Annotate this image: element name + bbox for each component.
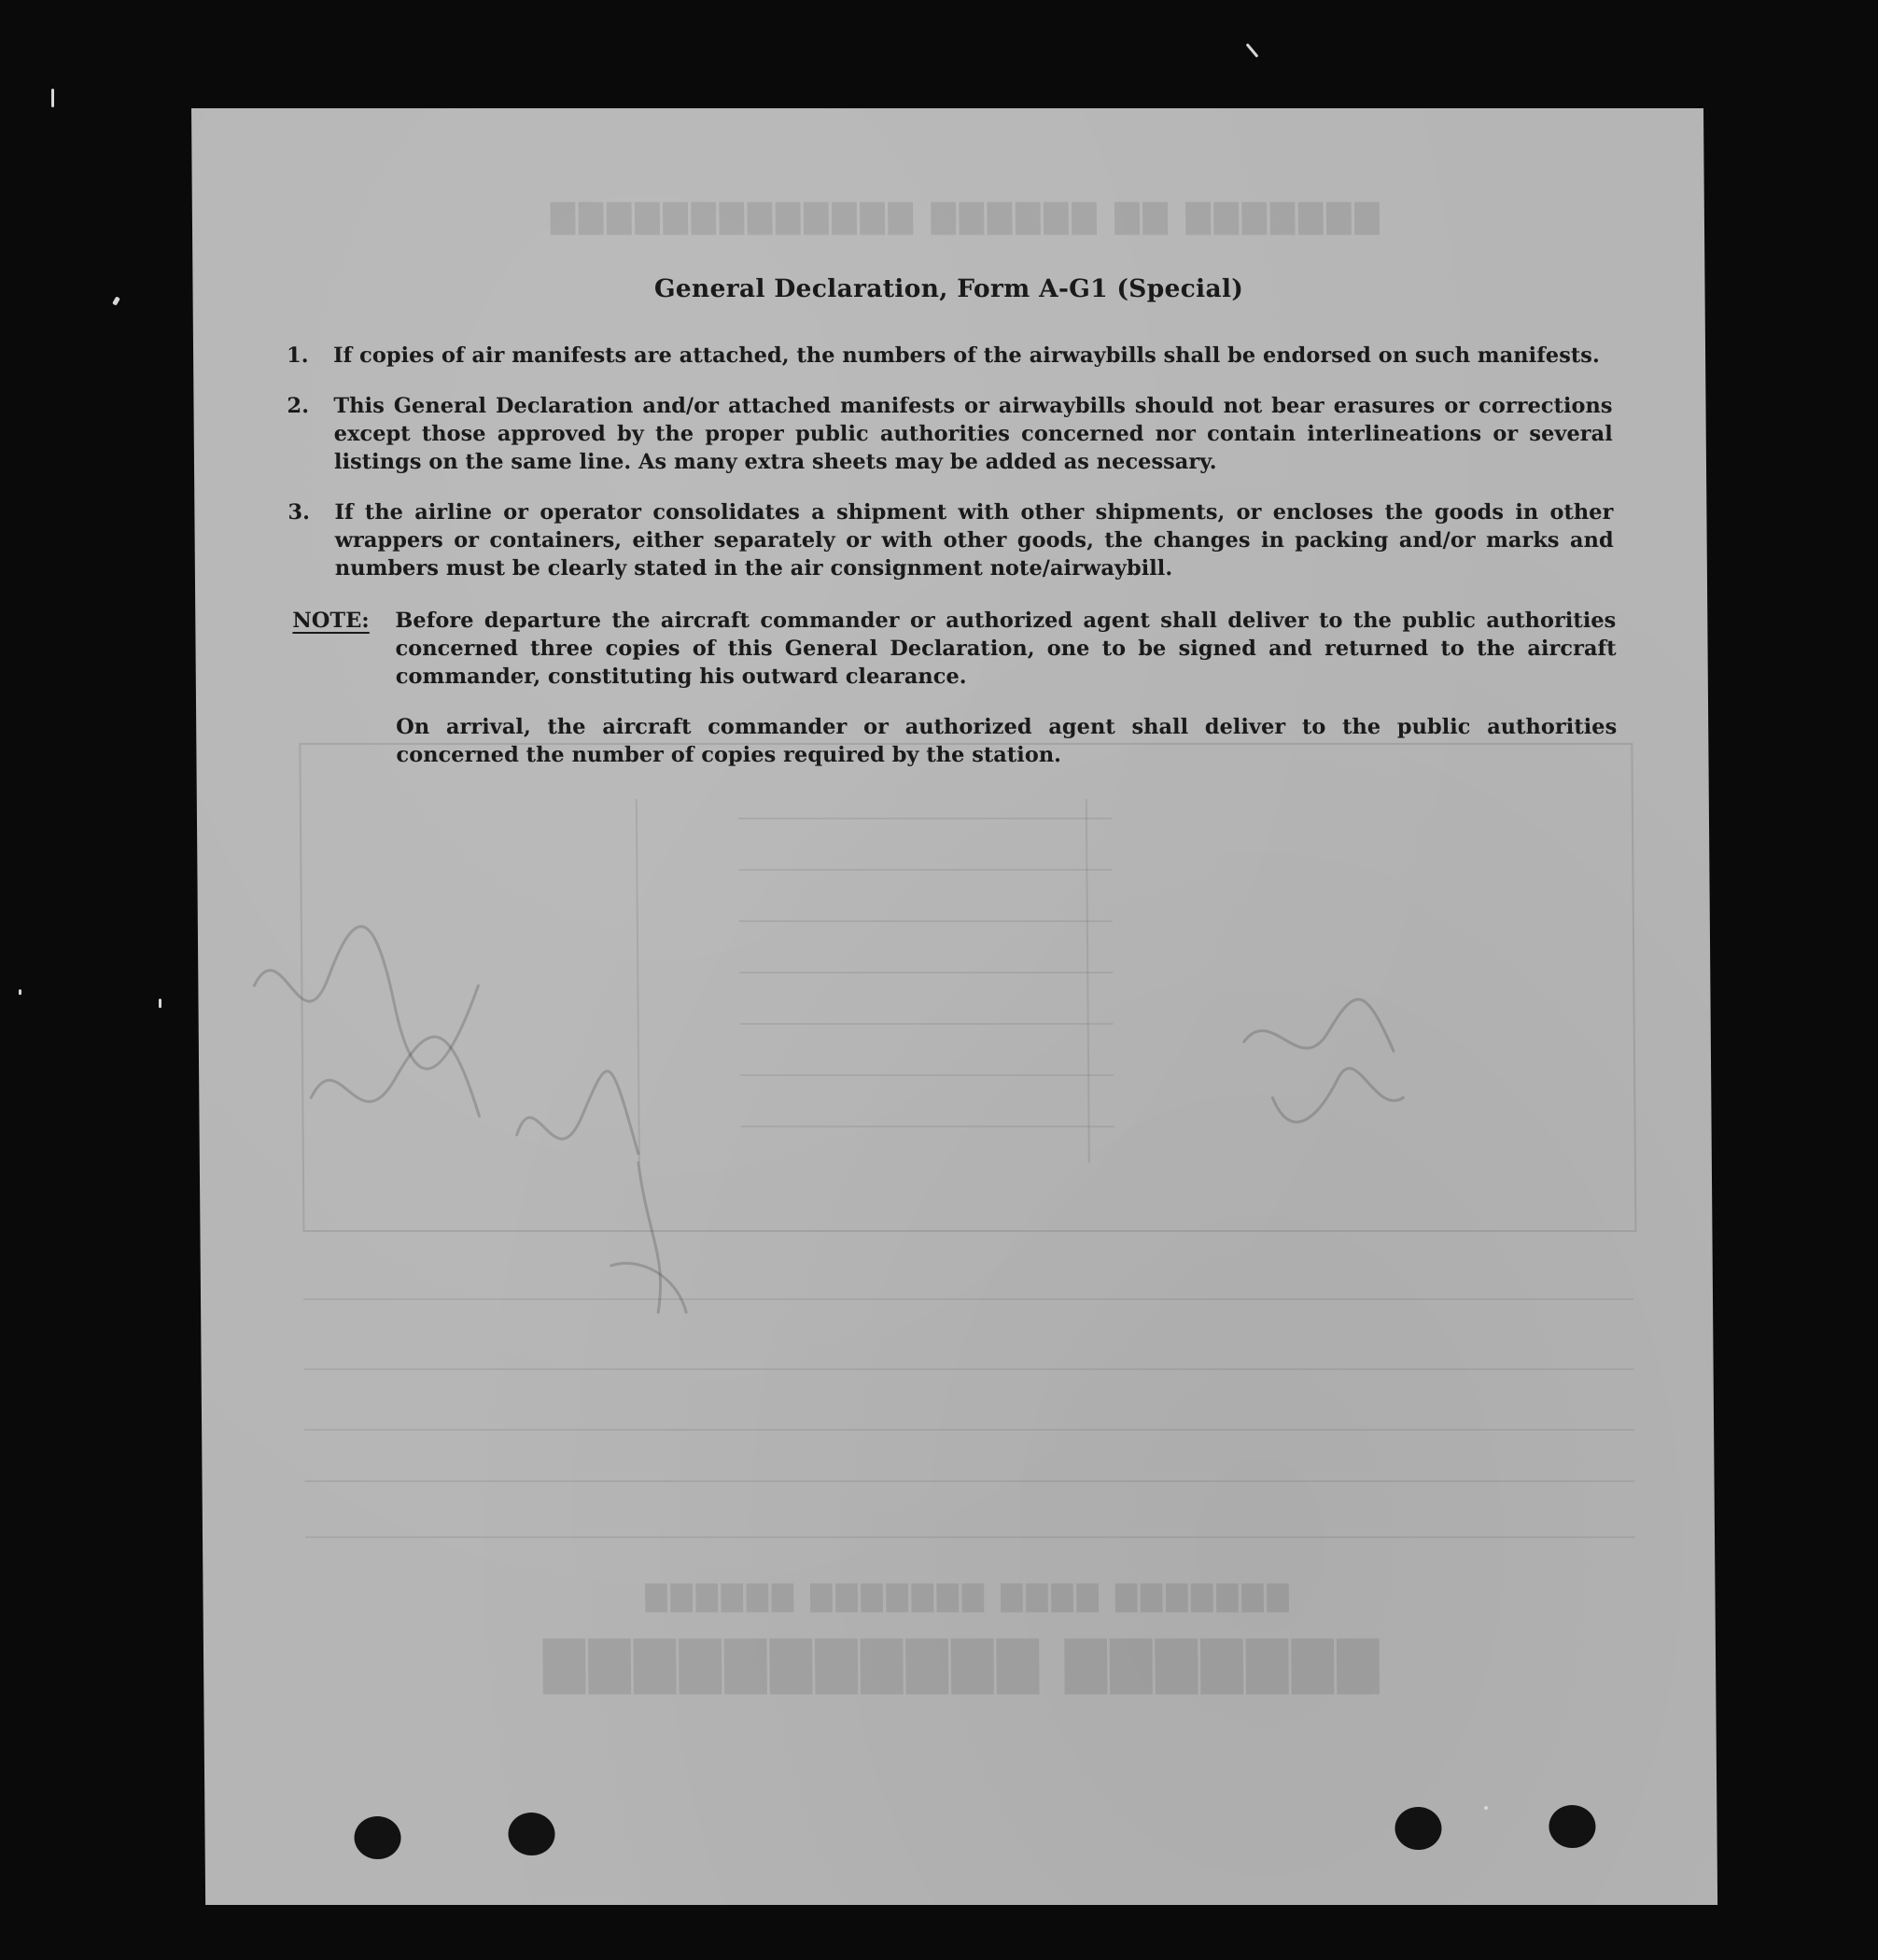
punch-hole <box>354 1816 400 1859</box>
bleed-heading: ▇▇▇▇▇▇▇ ▇▇▇▇▇▇▇▇▇▇▇ <box>539 1639 1380 1702</box>
form-title: General Declaration, Form A-G1 (Special) <box>653 274 1244 303</box>
item-text: This General Declaration and/or attached manifests or airwaybills should not bear erasures or corrections except those approved by the proper public authorities concerned nor contain interlineations or several listings on the same line. As many extra sheets may be added as necessary. <box>333 394 1613 474</box>
instruction-item <box>287 392 1613 476</box>
scan-dust <box>51 89 54 107</box>
instruction-item <box>287 498 1614 582</box>
note-label: NOTE: <box>292 609 370 633</box>
scan-dust <box>159 999 161 1008</box>
scan-dust <box>1246 43 1259 58</box>
punch-hole <box>1549 1805 1595 1848</box>
instruction-item <box>287 342 1612 370</box>
instructions-content <box>191 108 1717 1905</box>
scan-dust <box>1484 1806 1488 1810</box>
item-number: 1. <box>286 343 309 368</box>
punch-hole <box>508 1813 554 1855</box>
punch-hole <box>1394 1807 1441 1850</box>
note-section <box>292 607 1617 769</box>
note-paragraph: On arrival, the aircraft commander or authorized agent shall deliver to the public authorities concerned the number of copies required by the station. <box>396 715 1618 767</box>
item-number: 2. <box>287 394 310 418</box>
bleed-top-heading: ▇▇▇▇▇▇▇ ▇▇ ▇▇▇▇▇▇ ▇▇▇▇▇▇▇▇▇▇▇▇▇ <box>546 202 1380 239</box>
scan-dust <box>112 296 120 305</box>
note-paragraph: Before departure the aircraft commander or authorized agent shall deliver to the public authorities concerned three copies of this General Declaration, one to be signed and returned to the aircraft commander, constituting his outward clearance. <box>395 609 1617 689</box>
document-page <box>191 108 1717 1905</box>
item-text: If the airline or operator consolidates a shipment with other shipments, or encloses the goods in other wrappers or containers, either separately or with other goods, the changes in packing and/or marks and numbers must be clearly stated in the air consignment note/airwaybill. <box>334 500 1614 581</box>
scan-dust <box>19 989 21 995</box>
item-number: 3. <box>287 500 311 525</box>
bleed-subheading: ▇▇▇▇▇▇▇ ▇▇▇▇ ▇▇▇▇▇▇▇ ▇▇▇▇▇▇ <box>641 1583 1289 1616</box>
item-text: If copies of air manifests are attached, the numbers of the airwaybills shall be endorsed on such manifests. <box>332 343 1600 368</box>
